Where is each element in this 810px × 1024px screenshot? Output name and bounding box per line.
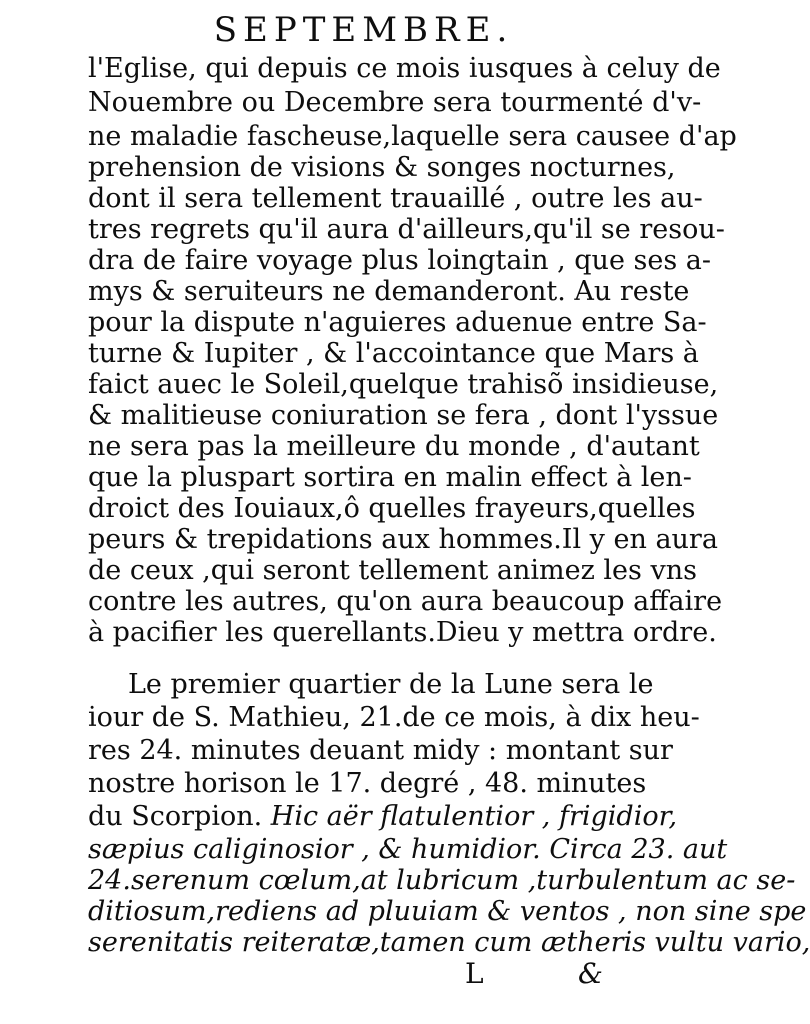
text-line: Nouembre ou Decembre sera tourmenté d'v- — [88, 87, 702, 118]
text-line: Le premier quartier de la Lune sera le — [128, 669, 654, 700]
text-line: tres regrets qu'il aura d'ailleurs,qu'il se resou- — [88, 214, 725, 245]
text-line-roman: du Scorpion. — [88, 801, 263, 832]
latin-line: serenitatis reiteratæ,tamen cum ætheris vultu vario, — [88, 927, 810, 958]
text-line: nostre horison le 17. degré , 48. minutes — [88, 768, 647, 799]
text-line: ne maladie fascheuse,laquelle sera causee d'ap — [88, 121, 737, 152]
text-line: peurs & trepidations aux hommes.Il y en aura — [88, 524, 718, 555]
text-line: turne & Iupiter , & l'accointance que Mars à — [88, 338, 699, 369]
text-line: ne sera pas la meilleure du monde , d'autant — [88, 431, 700, 462]
text-line: prehension de visions & songes nocturnes, — [88, 152, 676, 183]
text-line: droict des Iouiaux,ô quelles frayeurs,quelles — [88, 493, 696, 524]
text-line: de ceux ,qui seront tellement animez les vns — [88, 555, 697, 586]
text-line: l'Eglise, qui depuis ce mois iusques à celuy de — [88, 53, 721, 84]
catchword: & — [578, 957, 603, 990]
signature-mark: L — [465, 957, 484, 990]
text-line: dra de faire voyage plus loingtain , que ses a- — [88, 245, 712, 276]
text-line: pour la dispute n'aguieres aduenue entre Sa- — [88, 307, 707, 338]
text-line: faict auec le Soleil,quelque trahisõ insidieuse, — [88, 369, 719, 400]
text-line: à pacifier les querellants.Dieu y mettra ordre. — [88, 617, 717, 648]
text-line: mys & seruiteurs ne demanderont. Au reste — [88, 276, 690, 307]
latin-text-inline: Hic aër flatulentior , frigidior, — [270, 801, 678, 832]
text-line: contre les autres, qu'on aura beaucoup affaire — [88, 586, 723, 617]
text-line-mixed — [88, 800, 678, 833]
latin-line: sæpius caliginosior , & humidior. Circa 23. aut — [88, 834, 728, 865]
text-line: iour de S. Mathieu, 21.de ce mois, à dix heu- — [88, 702, 700, 733]
text-line: dont il sera tellement trauaillé , outre les au- — [88, 183, 703, 214]
latin-line: ditiosum,rediens ad pluuiam & ventos , non sine spe — [88, 896, 807, 927]
running-head: SEPTEMBRE. — [213, 10, 514, 50]
text-line: que la pluspart sortira en malin effect à len- — [88, 462, 692, 493]
text-line: res 24. minutes deuant midy : montant sur — [88, 735, 673, 766]
latin-line: 24.serenum cœlum,at lubricum ,turbulentum ac se- — [88, 865, 796, 896]
text-line: & malitieuse coniuration se fera , dont l'yssue — [88, 400, 719, 431]
